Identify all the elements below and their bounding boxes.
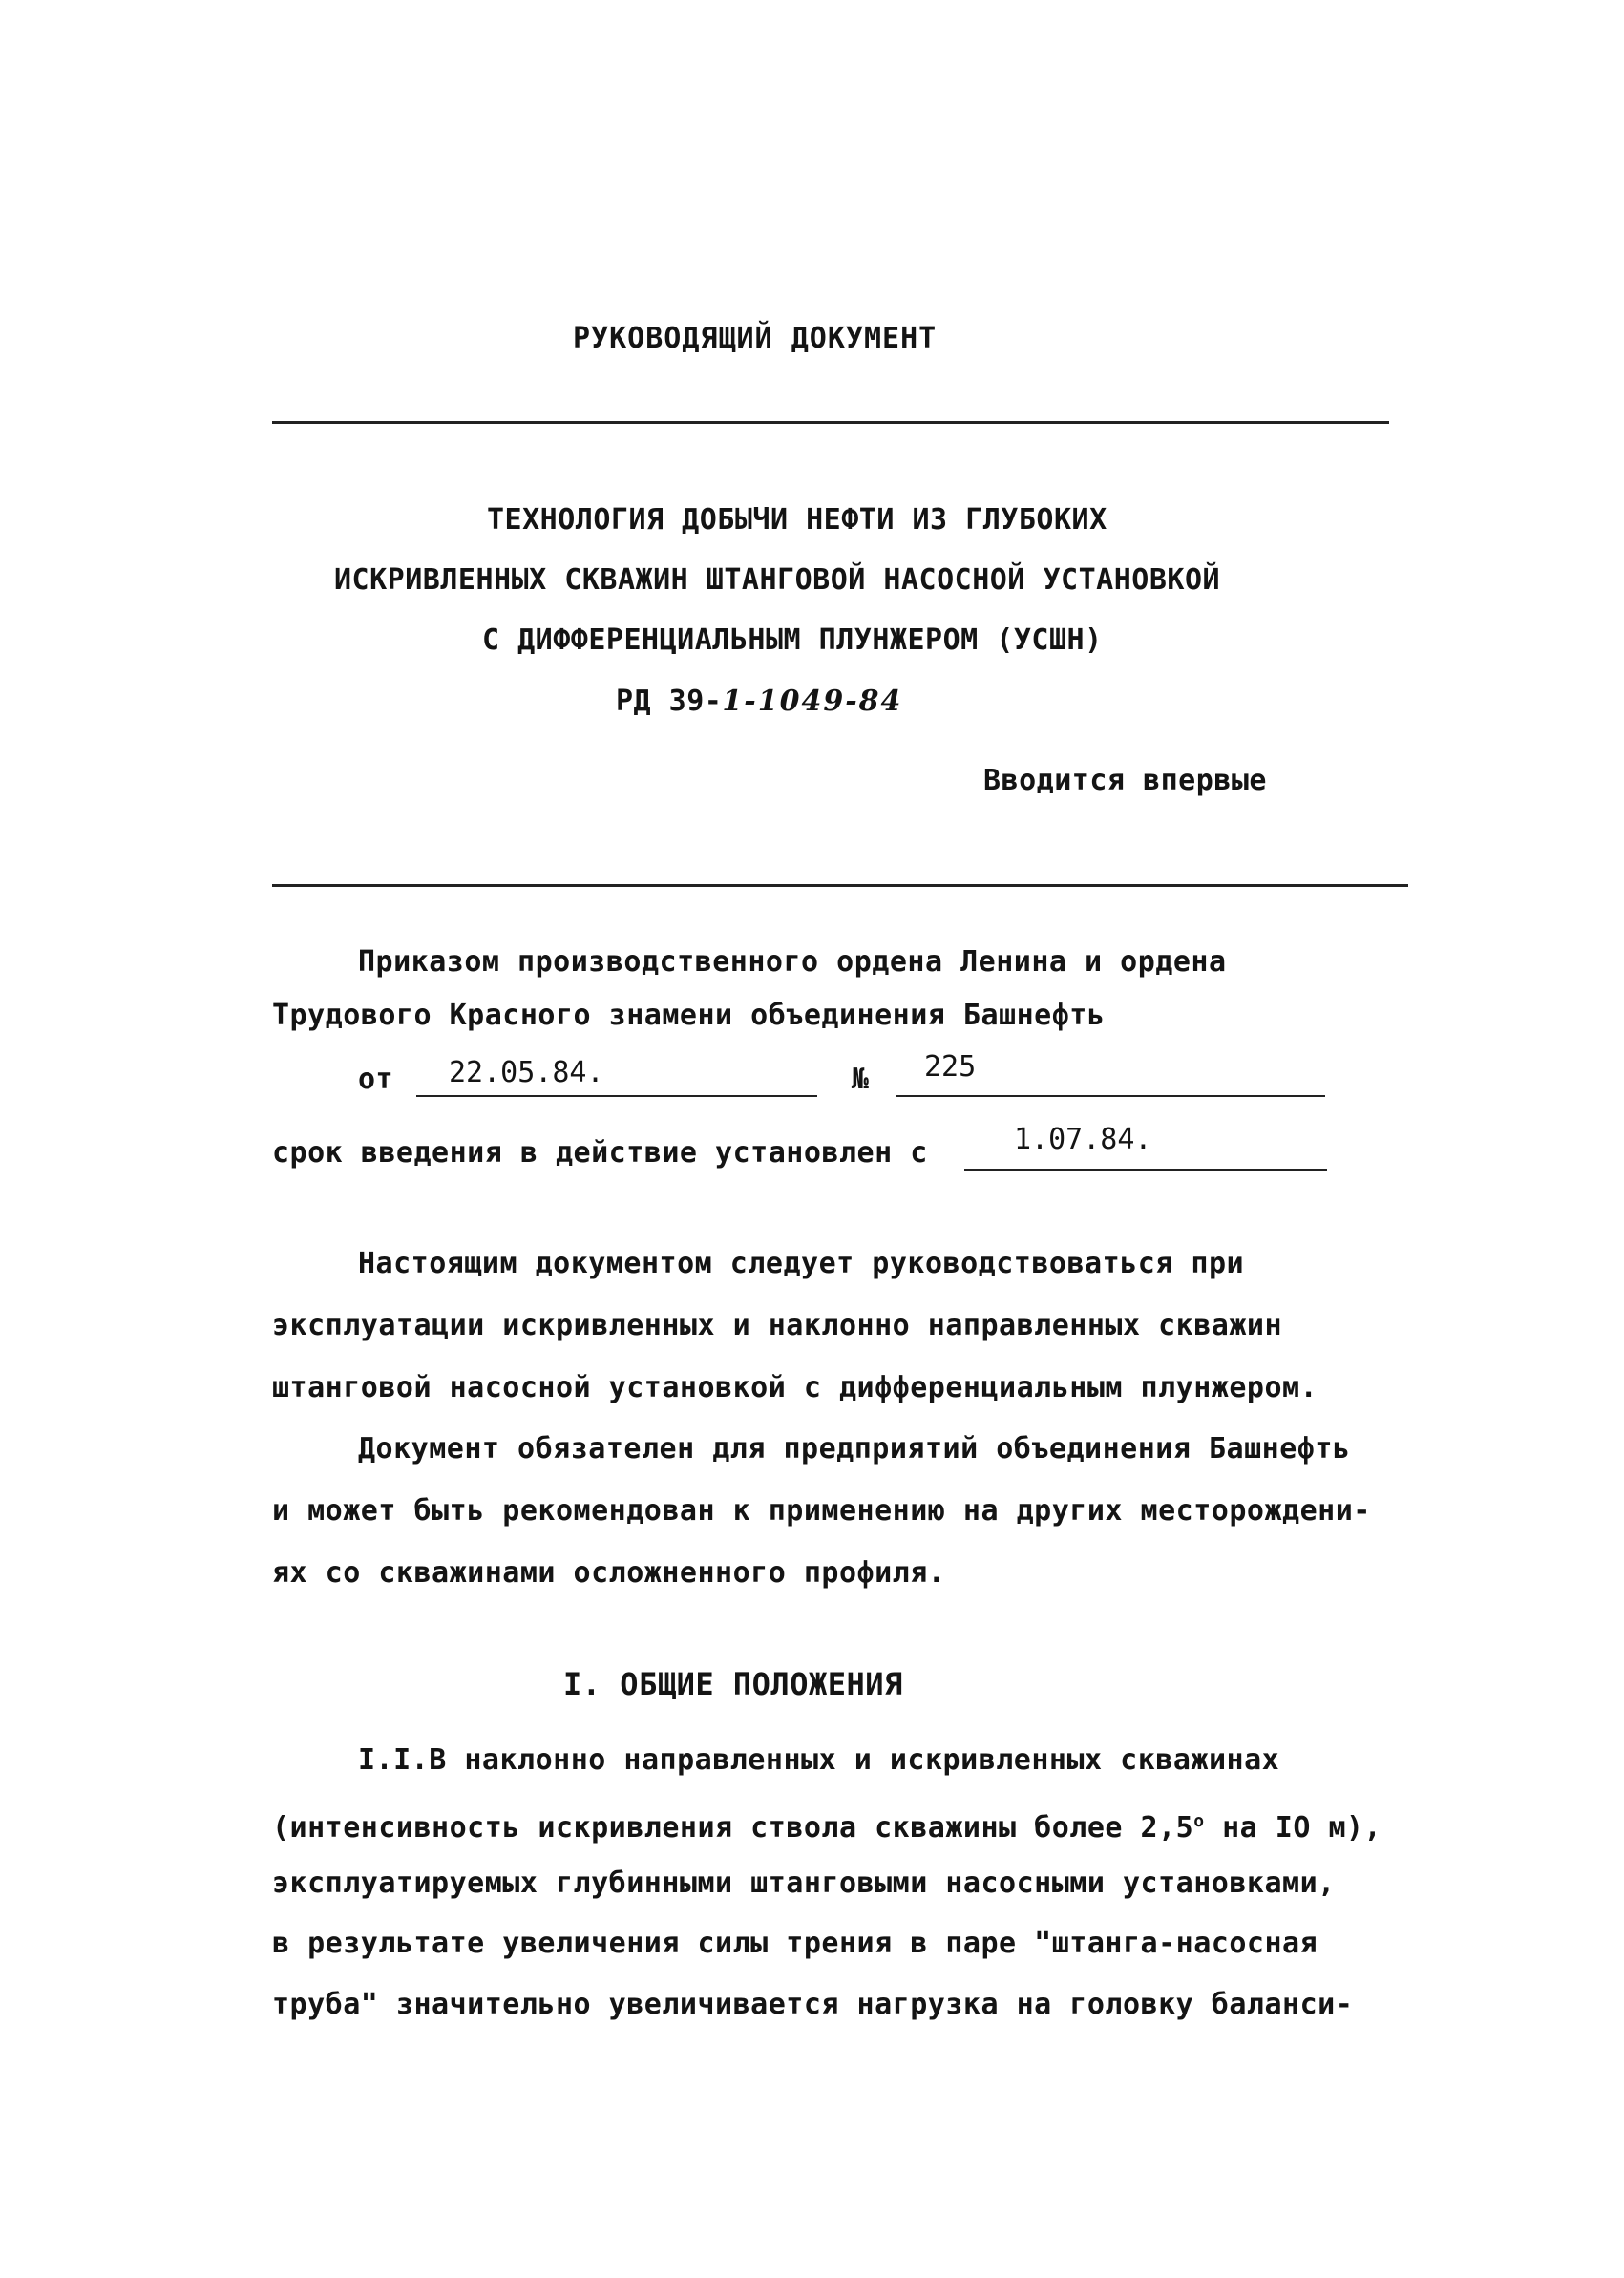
middle-rule xyxy=(272,884,1408,887)
order-line-2: Трудового Красного знамени объединения Башнефть xyxy=(272,999,1106,1032)
section-1-p-line-3: эксплуатируемых глубинными штанговыми насосными установками, xyxy=(272,1867,1336,1900)
section-1-p-line-4: в результате увеличения силы трения в паре "штанга-насосная xyxy=(272,1927,1318,1960)
section-1-p-line-1: I.I.В наклонно направленных и искривленных скважинах xyxy=(358,1743,1280,1777)
title-line-2: ИСКРИВЛЕННЫХ СКВАЖИН ШТАНГОВОЙ НАСОСНОЙ УСТАНОВКОЙ xyxy=(334,563,1221,597)
effective-date-value: 1.07.84. xyxy=(1014,1123,1152,1156)
order-number-label: № xyxy=(852,1063,870,1096)
intro-p1-line-1: Настоящим документом следует руководствоваться при xyxy=(358,1247,1245,1280)
section-1-p-line-5: труба" значительно увеличивается нагрузка на головку баланси- xyxy=(272,1988,1354,2021)
title-line-3: С ДИФФЕРЕНЦИАЛЬНЫМ ПЛУНЖЕРОМ (УСШН) xyxy=(482,623,1103,657)
document-code xyxy=(616,685,902,719)
section-1-heading: I. ОБЩИЕ ПОЛОЖЕНИЯ xyxy=(563,1666,903,1702)
section-1-p-line-2b: на IO м), xyxy=(1204,1811,1382,1845)
intro-p2-line-3: ях со скважинами осложненного профиля. xyxy=(272,1556,946,1590)
document-type-heading: РУКОВОДЯЩИЙ ДОКУМЕНТ xyxy=(573,322,938,355)
intro-p1-line-2: эксплуатации искривленных и наклонно направленных скважин xyxy=(272,1309,1283,1342)
degree-superscript: о xyxy=(1193,1811,1205,1831)
order-number-value: 225 xyxy=(924,1050,977,1084)
document-code-prefix: РД 39- xyxy=(616,685,723,718)
order-from-label: от xyxy=(358,1063,394,1096)
document-status: Вводится впервые xyxy=(983,764,1267,797)
section-1-p-line-2 xyxy=(272,1804,1381,1846)
order-line-1: Приказом производственного ордена Ленина и ордена xyxy=(358,945,1227,979)
intro-p1-line-3: штанговой насосной установкой с дифференциальным плунжером. xyxy=(272,1371,1318,1404)
intro-p2-line-2: и может быть рекомендован к применению на других месторождени- xyxy=(272,1494,1371,1528)
section-1-p-line-2a: (интенсивность искривления ствола скважины более 2,5 xyxy=(272,1811,1194,1845)
order-date-value: 22.05.84. xyxy=(449,1056,604,1089)
document-code-handwritten: 1-1049-84 xyxy=(722,685,903,718)
intro-p2-line-1: Документ обязателен для предприятий объединения Башнефть xyxy=(358,1432,1351,1466)
title-line-1: ТЕХНОЛОГИЯ ДОБЫЧИ НЕФТИ ИЗ ГЛУБОКИХ xyxy=(487,503,1107,537)
top-rule xyxy=(272,421,1389,424)
effective-date-label: срок введения в действие установлен с xyxy=(272,1136,928,1170)
